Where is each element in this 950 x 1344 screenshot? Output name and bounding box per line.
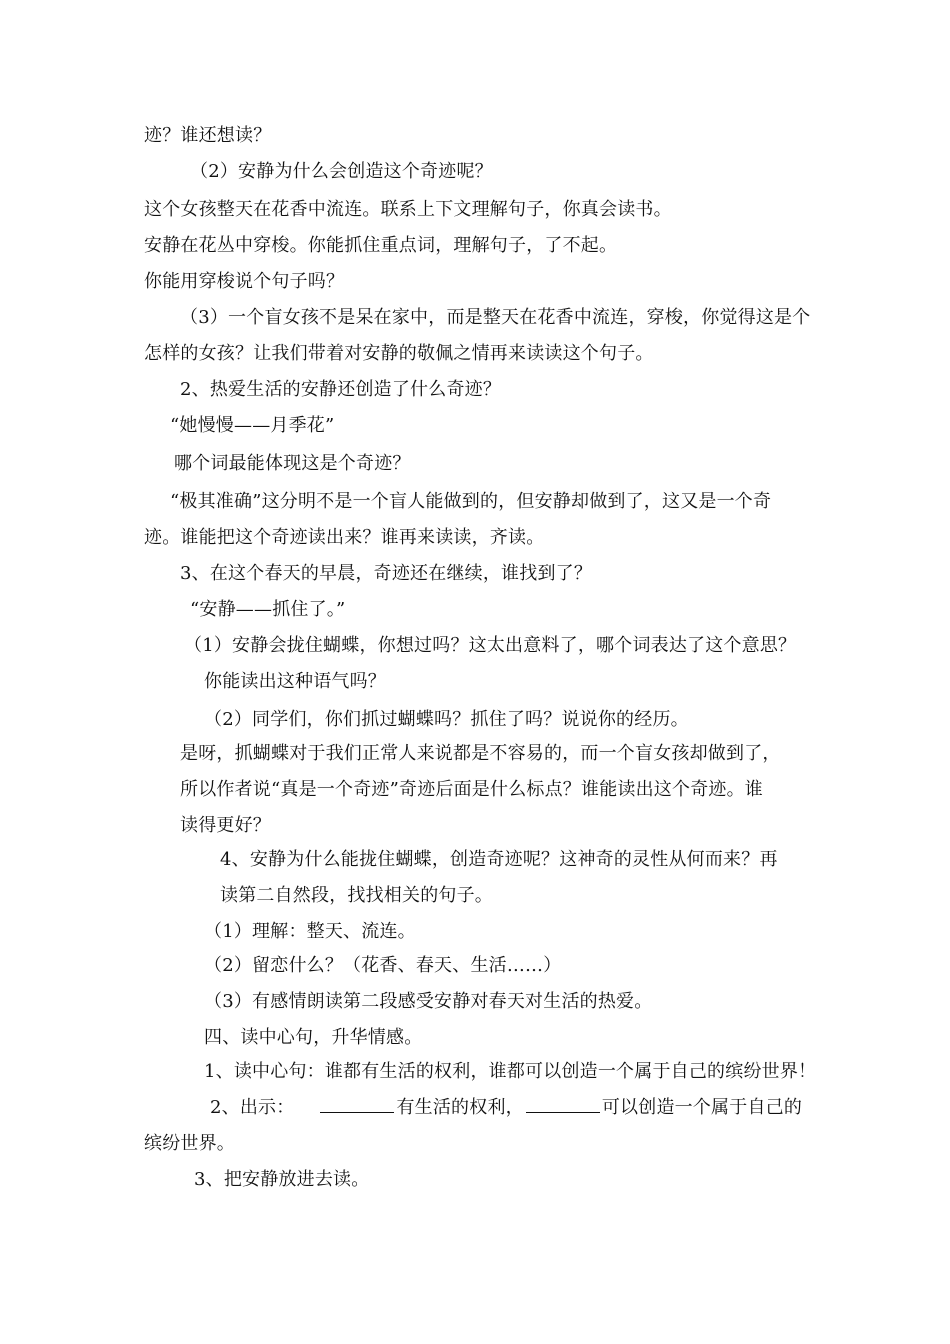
text-line: 迹。谁能把这个奇迹读出来？谁再来读读，齐读。 (144, 527, 545, 548)
text-line: 四、读中心句，升华情感。 (204, 1027, 423, 1048)
text-line: 这个女孩整天在花香中流连。联系上下文理解句子，你真会读书。 (144, 199, 672, 220)
text-line: （1）安静会拢住蝴蝶，你想过吗？这太出意料了，哪个词表达了这个意思？ (184, 635, 797, 656)
text-line: “安静——抓住了。” (190, 599, 346, 620)
text-line: 是呀，抓蝴蝶对于我们正常人来说都是不容易的，而一个盲女孩却做到了， (180, 743, 781, 764)
fill-blank-prefix: 2、出示： (210, 1097, 295, 1118)
text-line: 缤纷世界。 (144, 1133, 235, 1154)
fill-blank-part1: 有生活的权利， (396, 1097, 524, 1118)
text-line: （2）留恋什么？（花香、春天、生活……） (204, 955, 562, 976)
text-line: 你能读出这种语气吗？ (204, 671, 386, 692)
text-line: “极其准确”这分明不是一个盲人能做到的，但安静却做到了，这又是一个奇 (170, 491, 772, 512)
text-line: （3）有感情朗读第二段感受安静对春天对生活的热爱。 (204, 991, 653, 1012)
fill-blank-part2: 可以创造一个属于自己的 (601, 1097, 803, 1118)
text-line: （2）安静为什么会创造这个奇迹呢？ (190, 161, 493, 182)
blank-field (526, 1096, 600, 1113)
text-line: （1）理解：整天、流连。 (204, 921, 416, 942)
text-line: 哪个词最能体现这是个奇迹？ (174, 453, 411, 474)
text-line: 安静在花丛中穿梭。你能抓住重点词，理解句子，了不起。 (144, 235, 618, 256)
text-line: 4、安静为什么能拢住蝴蝶，创造奇迹呢？这神奇的灵性从何而来？再 (220, 849, 778, 870)
text-line: （3）一个盲女孩不是呆在家中，而是整天在花香中流连，穿梭，你觉得这是个 (180, 307, 811, 328)
blank-field (320, 1096, 394, 1113)
text-line: 所以作者说“真是一个奇迹”奇迹后面是什么标点？谁能读出这个奇迹。谁 (180, 779, 764, 800)
text-line: 2、热爱生活的安静还创造了什么奇迹？ (180, 379, 502, 400)
text-line: 怎样的女孩？让我们带着对安静的敬佩之情再来读读这个句子。 (144, 343, 654, 364)
text-line: 3、在这个春天的早晨，奇迹还在继续，谁找到了？ (180, 563, 593, 584)
text-line: 你能用穿梭说个句子吗？ (144, 271, 345, 292)
text-line: （2）同学们，你们抓过蝴蝶吗？抓住了吗？说说你的经历。 (204, 709, 689, 730)
text-line: 读第二自然段，找找相关的句子。 (220, 885, 493, 906)
text-line: 3、把安静放进去读。 (194, 1169, 370, 1190)
fill-blank-line (210, 1096, 802, 1120)
text-line: 1、读中心句：谁都有生活的权利，谁都可以创造一个属于自己的缤纷世界！ (204, 1061, 817, 1082)
text-line: 迹？谁还想读？ (144, 125, 272, 146)
text-line: 读得更好？ (180, 815, 271, 836)
text-line: “她慢慢——月季花” (170, 415, 335, 436)
